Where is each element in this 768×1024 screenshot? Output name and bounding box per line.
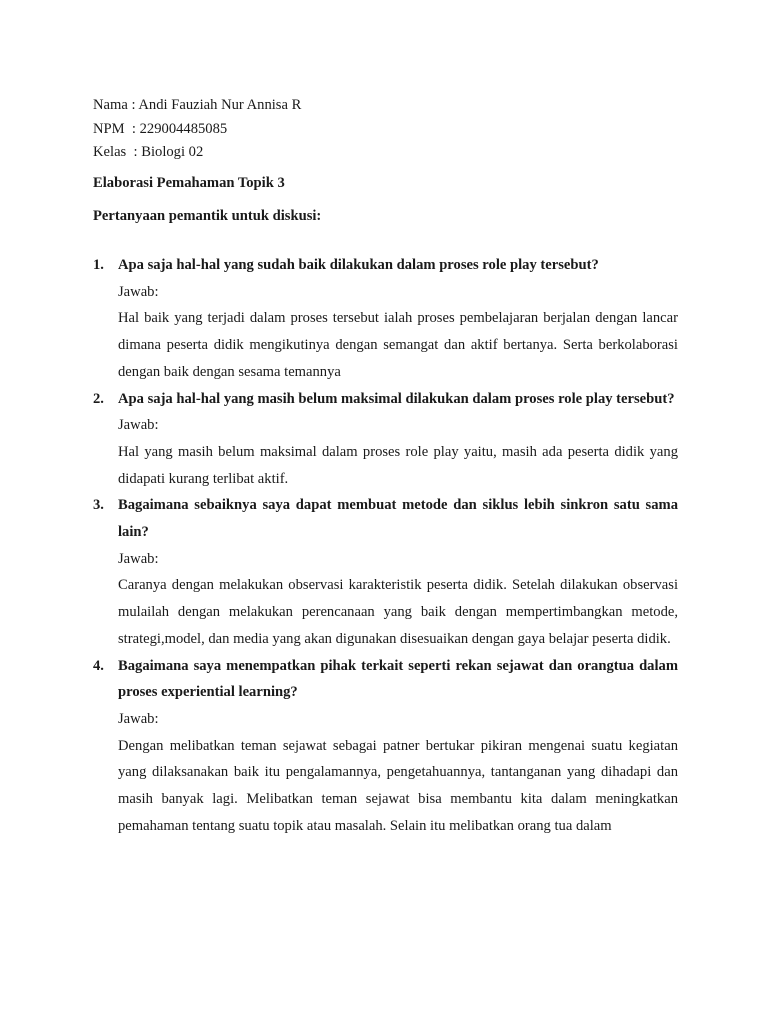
question-item — [93, 653, 678, 840]
student-name: Nama : Andi Fauziah Nur Annisa R — [93, 97, 302, 113]
answer-text: Hal yang masih belum maksimal dalam proses role play yaitu, masih ada peserta didik yang didapati kurang terlibat aktif. — [118, 443, 678, 487]
question-text: Bagaimana sebaiknya saya dapat membuat metode dan siklus lebih sinkron satu sama lain? — [118, 497, 678, 541]
answer-text: Caranya dengan melakukan observasi karakteristik peserta didik. Setelah dilakukan observasi mulailah dengan melakukan perencanaan yang baik dengan mempertimbangkan metode, strategi,model, dan media yang akan digunakan disesuaikan dengan gaya belajar peserta didik. — [118, 577, 678, 647]
question-text: Apa saja hal-hal yang sudah baik dilakukan dalam proses role play tersebut? — [118, 257, 599, 273]
question-item — [93, 252, 678, 386]
question-item — [93, 492, 678, 652]
document-title: Elaborasi Pemahaman Topik 3 — [93, 175, 285, 191]
question-number: 2. — [93, 390, 104, 407]
question-number: 4. — [93, 657, 104, 674]
answer-label: Jawab: — [118, 283, 159, 300]
answer-text: Hal baik yang terjadi dalam proses tersebut ialah proses pembelajaran berjalan dengan lancar dimana peserta didik mengikutinya dengan semangat dan aktif bertanya. Serta berkolaborasi dengan baik dengan sesama temannya — [118, 310, 678, 380]
question-number: 1. — [93, 257, 104, 273]
answer-text: Dengan melibatkan teman sejawat sebagai patner bertukar pikiran mengenai suatu kegiatan yang dilaksanakan baik itu pengalamannya, pengetahuannya, tantanganan yang dihadapi dan masih banyak lagi. Melibatkan teman sejawat bisa membantu kita dalam meningkatkan pemahaman tentang suatu topik atau masalah. Selain itu melibatkan orang tua dalam — [118, 737, 678, 834]
question-text: Apa saja hal-hal yang masih belum maksimal dilakukan dalam proses role play tersebut? — [118, 390, 675, 407]
question-item — [93, 386, 678, 493]
document-subtitle: Pertanyaan pemantik untuk diskusi: — [93, 208, 322, 224]
question-number: 3. — [93, 497, 104, 514]
answer-label: Jawab: — [118, 417, 159, 434]
student-class: Kelas : Biologi 02 — [93, 144, 204, 160]
answer-label: Jawab: — [118, 550, 159, 567]
student-info — [93, 94, 301, 165]
answer-label: Jawab: — [118, 710, 159, 727]
student-npm: NPM : 229004485085 — [93, 120, 228, 137]
question-text: Bagaimana saya menempatkan pihak terkait seperti rekan sejawat dan orangtua dalam proses experiential learning? — [118, 657, 678, 701]
question-list — [93, 252, 678, 839]
